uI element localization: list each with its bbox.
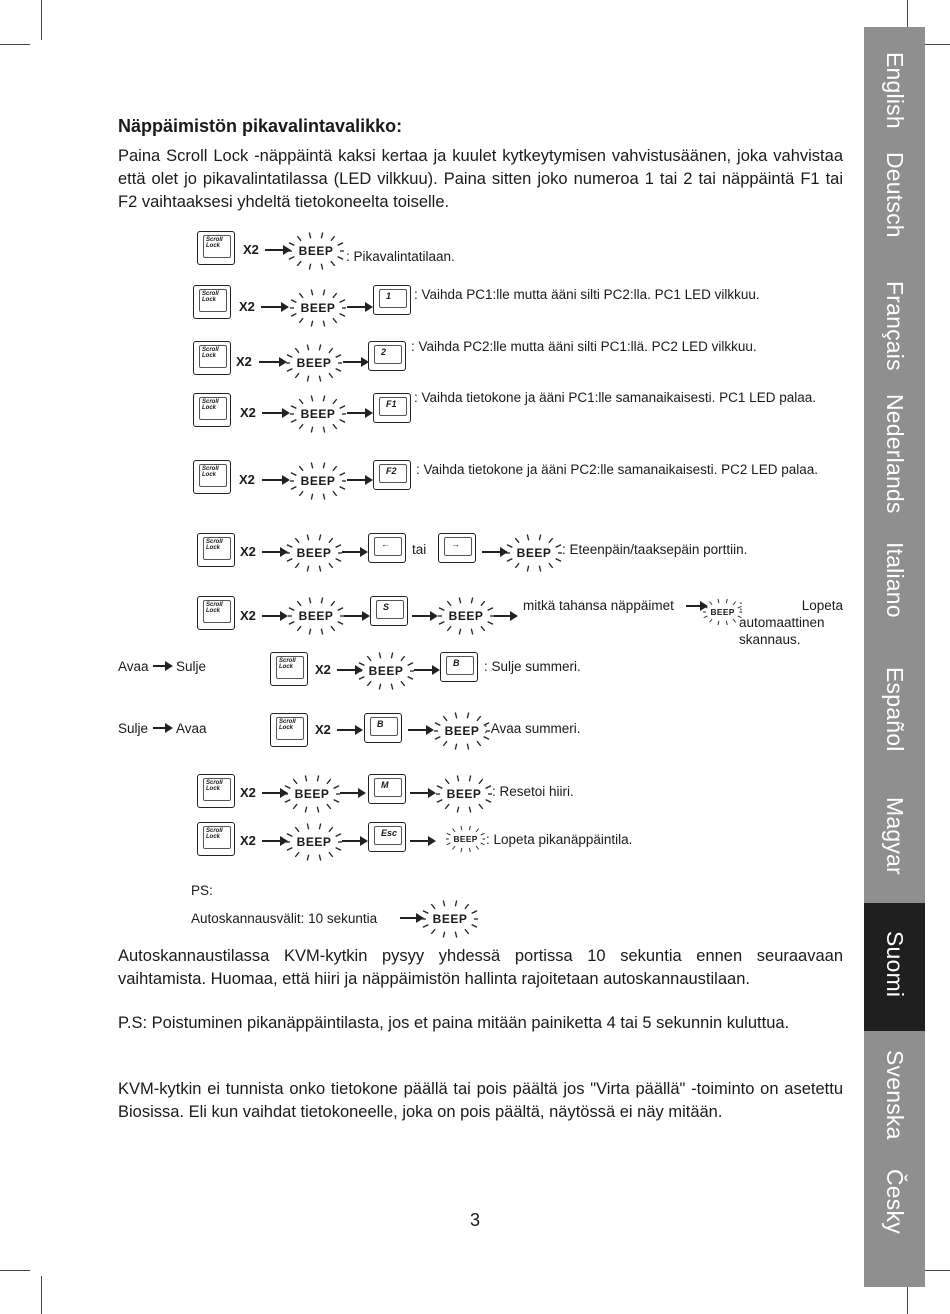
beep-ray (710, 602, 713, 605)
beep-ray (455, 744, 456, 750)
beep-ray (297, 236, 301, 241)
beep-ray (379, 684, 380, 690)
beep-ray (445, 804, 449, 809)
beep-ray (453, 829, 456, 832)
beep-ray (447, 626, 451, 631)
beep-ray (479, 779, 483, 784)
beep-ray (476, 846, 479, 849)
beep-ray (443, 900, 444, 906)
key-b: B (364, 713, 402, 743)
beep-ray (515, 538, 519, 543)
beep-ray (479, 804, 483, 809)
open-label: Avaa (176, 721, 207, 736)
beep-ray (333, 491, 337, 496)
scroll-lock-key: Scroll Lock (270, 652, 308, 686)
arrow-icon (347, 306, 371, 308)
beep-ray (305, 775, 306, 781)
key-f2: F2 (373, 460, 411, 490)
beep-ray (307, 823, 308, 829)
arrow-icon (340, 792, 364, 794)
open-label: Avaa (118, 659, 149, 674)
beep-ray (333, 293, 337, 298)
beep-icon: BEEP (358, 651, 414, 691)
beep-icon: BEEP (290, 288, 346, 328)
beep-icon: BEEP (288, 596, 344, 636)
beep-ray (333, 424, 337, 429)
beep-ray (471, 597, 472, 603)
arrow-icon (347, 479, 371, 481)
arrow-icon (153, 665, 171, 667)
key-b: B (440, 652, 478, 682)
beep-ray (455, 712, 456, 718)
x2-label: X2 (243, 242, 259, 257)
scroll-lock-key: Scroll Lock (193, 341, 231, 375)
crop-mark (0, 1270, 30, 1271)
beep-icon: BEEP (438, 596, 494, 636)
beep-icon: BEEP (286, 533, 342, 573)
beep-ray (319, 855, 320, 861)
beep-ray (329, 538, 333, 543)
arrow-icon (343, 361, 367, 363)
x2-label: X2 (239, 472, 255, 487)
arrow-icon (262, 412, 288, 414)
tab-english: English (882, 52, 908, 129)
beep-ray (307, 344, 308, 350)
arrow-icon (408, 729, 432, 731)
x2-label: X2 (240, 785, 256, 800)
beep-ray (481, 626, 485, 631)
beep-ray (317, 807, 318, 813)
beep-ray (718, 621, 719, 625)
beep-ray (329, 852, 333, 857)
beep-icon: BEEP (422, 899, 478, 939)
scroll-lock-key: Scroll Lock (193, 393, 231, 427)
beep-ray (323, 494, 324, 500)
beep-ray (319, 376, 320, 382)
beep-ray (295, 373, 299, 378)
scroll-lock-key: Scroll Lock (270, 713, 308, 747)
page-number: 3 (470, 1210, 481, 1230)
beep-ray (319, 823, 320, 829)
tab-italiano: Italiano (882, 542, 908, 618)
scroll-lock-key: Scroll Lock (197, 596, 235, 630)
beep-ray (319, 534, 320, 540)
x2-label: X2 (239, 299, 255, 314)
close-label: Sulje (176, 659, 207, 674)
scroll-lock-key: Scroll Lock (197, 231, 235, 265)
beep-ray (309, 232, 310, 238)
beep-ray (295, 563, 299, 568)
beep-ray (307, 534, 308, 540)
beep-ray (467, 712, 468, 718)
beep-ray (457, 775, 458, 781)
tab-nederlands: Nederlands (882, 394, 908, 514)
beep-ray (319, 566, 320, 572)
key-s: S (370, 596, 408, 626)
key-2: 2 (368, 341, 406, 371)
tab-francais: Français (882, 281, 908, 371)
beep-ray (527, 566, 528, 572)
beep-ray (311, 494, 312, 500)
beep-ray (333, 466, 337, 471)
beep-ray (321, 629, 322, 635)
x2-label: X2 (315, 662, 331, 677)
beep-ray (329, 373, 333, 378)
beep-ray (329, 827, 333, 832)
beep-ray (367, 681, 371, 686)
section-heading: Näppäimistön pikavalintavalikko: (118, 116, 403, 136)
bios-paragraph: KVM-kytkin ei tunnista onko tietokone päällä tai pois päältä jos "Virta päällä" -toiminto on asetettu Biosissa. Eli kun vaihdat tietokoneelle, joka on pois päältä, näytössä ei näy mitään. (118, 1080, 843, 1121)
arrow-icon (265, 249, 289, 251)
beep-icon: BEEP (446, 825, 485, 853)
tab-cesky: Česky (882, 1169, 908, 1234)
beep-ray (317, 775, 318, 781)
row-label: : Pikavalintatilaan. (346, 249, 455, 264)
beep-ray (321, 232, 322, 238)
beep-ray (323, 427, 324, 433)
beep-ray (323, 289, 324, 295)
key-right-arrow: → (438, 533, 476, 563)
beep-ray (459, 597, 460, 603)
beep-ray (309, 629, 310, 635)
row-label: : Vaihda PC1:lle mutta ääni silti PC2:lla. PC1 LED vilkkuu. (414, 287, 760, 302)
beep-icon: BEEP (288, 231, 344, 271)
key-m: M (368, 774, 406, 804)
beep-ray (476, 829, 479, 832)
beep-ray (295, 348, 299, 353)
intro-paragraph: Paina Scroll Lock -näppäintä kaksi kertaa ja kuulet kytkeytymisen vahvistusäänen, joka vahvistaa että olet jo pikavalintatilassa (LED vilkkuu). Paina sitten joko numeroa 1 tai 2 tai näppäintä F1 tai F2 vaihtaaksesi yhdeltä tietokoneelta toiselle. (118, 147, 843, 211)
beep-ray (311, 395, 312, 401)
x2-label: X2 (236, 354, 252, 369)
beep-ray (329, 563, 333, 568)
beep-ray (447, 601, 451, 606)
row-label: : Lopeta automaattinen skannaus. (739, 598, 843, 647)
beep-ray (293, 779, 297, 784)
beep-ray (299, 466, 303, 471)
crop-mark (907, 1284, 908, 1314)
key-esc: Esc (368, 822, 406, 852)
beep-ray (726, 599, 727, 603)
beep-ray (323, 462, 324, 468)
beep-ray (455, 900, 456, 906)
arrow-icon (410, 792, 434, 794)
beep-ray (453, 846, 456, 849)
beep-ray (311, 462, 312, 468)
beep-ray (329, 348, 333, 353)
beep-ray (461, 826, 462, 830)
arrow-icon (342, 840, 366, 842)
row-label: : Lopeta pikanäppäintila. (486, 832, 633, 847)
arrow-icon (344, 615, 368, 617)
beep-ray (733, 602, 736, 605)
beep-ray (469, 807, 470, 813)
ps-paragraph: P.S: Poistuminen pikanäppäintilasta, jos et paina mitään painiketta 4 tai 5 sekunnin kuluttua. (118, 1014, 790, 1032)
beep-ray (465, 904, 469, 909)
beep-ray (333, 399, 337, 404)
beep-icon: BEEP (290, 394, 346, 434)
arrow-icon (412, 615, 436, 617)
arrow-icon (262, 615, 286, 617)
beep-icon: BEEP (284, 774, 340, 814)
beep-ray (401, 656, 405, 661)
beep-ray (321, 264, 322, 270)
beep-ray (459, 629, 460, 635)
beep-ray (299, 399, 303, 404)
crop-mark (41, 1276, 42, 1314)
beep-ray (481, 601, 485, 606)
tab-magyar: Magyar (882, 797, 908, 875)
beep-ray (323, 321, 324, 327)
beep-ray (391, 652, 392, 658)
beep-icon: BEEP (436, 774, 492, 814)
beep-ray (391, 684, 392, 690)
tab-espanol: Español (882, 667, 908, 752)
beep-ray (323, 395, 324, 401)
beep-ray (431, 929, 435, 934)
crop-mark (41, 0, 42, 40)
key-left-arrow: ← (368, 533, 406, 563)
arrow-icon (337, 729, 361, 731)
beep-ray (307, 855, 308, 861)
beep-ray (471, 629, 472, 635)
beep-ray (515, 563, 519, 568)
any-keys-label: mitkä tahansa näppäimet (523, 598, 674, 613)
arrow-icon (494, 615, 516, 617)
beep-ray (311, 321, 312, 327)
beep-ray (309, 597, 310, 603)
crop-mark (0, 44, 30, 45)
beep-icon: BEEP (434, 711, 490, 751)
beep-ray (379, 652, 380, 658)
beep-ray (549, 563, 553, 568)
scroll-lock-key: Scroll Lock (197, 822, 235, 856)
beep-ray (309, 264, 310, 270)
x2-label: X2 (240, 833, 256, 848)
beep-ray (726, 621, 727, 625)
beep-ray (469, 826, 470, 830)
beep-icon: BEEP (286, 822, 342, 862)
arrow-icon (347, 412, 371, 414)
beep-ray (319, 344, 320, 350)
beep-ray (297, 601, 301, 606)
row-label: : Eteenpäin/taaksepäin porttiin. (562, 542, 748, 557)
close-label: Sulje (118, 721, 149, 736)
arrow-icon (400, 917, 422, 919)
beep-ray (718, 599, 719, 603)
beep-ray (461, 848, 462, 852)
beep-ray (331, 261, 335, 266)
beep-ray (297, 626, 301, 631)
beep-ray (307, 376, 308, 382)
arrow-icon (262, 479, 288, 481)
tab-suomi: Suomi (864, 903, 925, 1031)
scroll-lock-key: Scroll Lock (197, 774, 235, 808)
beep-ray (401, 681, 405, 686)
autoscan-paragraph: Autoskannaustilassa KVM-kytkin pysyy yhdessä portissa 10 sekuntia ennen seuraavaan vaihtamista. Huomaa, että hiiri ja näppäimistön hallinta rajoitetaan autoskannaustilaan. (118, 947, 843, 988)
beep-ray (443, 932, 444, 938)
key-1: 1 (373, 285, 411, 315)
beep-ray (293, 804, 297, 809)
beep-ray (443, 716, 447, 721)
beep-ray (710, 619, 713, 622)
row-label: : Avaa summeri. (484, 721, 581, 736)
row-label: : Sulje summeri. (484, 659, 581, 674)
tab-svenska: Svenska (882, 1050, 908, 1140)
beep-ray (321, 597, 322, 603)
beep-ray (457, 807, 458, 813)
arrow-icon (262, 792, 286, 794)
beep-ray (331, 601, 335, 606)
row-label: : Vaihda tietokone ja ääni PC1:lle samanaikaisesti. PC1 LED palaa. (414, 390, 816, 405)
autoscan-interval-label: Autoskannausvälit: 10 sekuntia (191, 911, 378, 926)
beep-ray (465, 929, 469, 934)
arrow-icon (414, 669, 438, 671)
row-label: : Resetoi hiiri. (492, 784, 574, 799)
x2-label: X2 (315, 722, 331, 737)
beep-ray (327, 779, 331, 784)
beep-ray (333, 318, 337, 323)
beep-ray (527, 534, 528, 540)
beep-ray (311, 289, 312, 295)
beep-ray (367, 656, 371, 661)
x2-label: X2 (240, 608, 256, 623)
arrow-icon (410, 840, 434, 842)
beep-ray (299, 424, 303, 429)
beep-ray (539, 534, 540, 540)
ps-label: PS: (191, 883, 213, 898)
row-label: : Vaihda tietokone ja ääni PC2:lle samanaikaisesti. PC2 LED palaa. (416, 462, 818, 477)
beep-ray (477, 741, 481, 746)
beep-ray (733, 619, 736, 622)
beep-ray (331, 236, 335, 241)
beep-ray (295, 538, 299, 543)
arrow-icon (482, 551, 506, 553)
beep-ray (311, 427, 312, 433)
arrow-icon (261, 306, 287, 308)
scroll-lock-key: Scroll Lock (193, 285, 231, 319)
tab-deutsch: Deutsch (882, 152, 908, 238)
x2-label: X2 (240, 544, 256, 559)
beep-ray (295, 827, 299, 832)
arrow-icon (262, 551, 286, 553)
row-label: : Vaihda PC2:lle mutta ääni silti PC1:llä. PC2 LED vilkkuu. (411, 339, 757, 354)
beep-ray (327, 804, 331, 809)
or-label: tai (412, 542, 427, 557)
crop-mark (907, 0, 908, 30)
arrow-icon (262, 840, 286, 842)
beep-ray (305, 807, 306, 813)
beep-ray (307, 566, 308, 572)
beep-ray (455, 932, 456, 938)
beep-icon: BEEP (286, 343, 342, 383)
beep-ray (299, 491, 303, 496)
scroll-lock-key: Scroll Lock (193, 460, 231, 494)
beep-ray (477, 716, 481, 721)
arrow-icon (342, 551, 366, 553)
beep-ray (299, 318, 303, 323)
beep-icon: BEEP (290, 461, 346, 501)
beep-ray (469, 848, 470, 852)
arrow-icon (259, 361, 285, 363)
key-f1: F1 (373, 393, 411, 423)
beep-ray (467, 744, 468, 750)
beep-ray (431, 904, 435, 909)
arrow-icon (153, 727, 171, 729)
beep-ray (445, 779, 449, 784)
beep-ray (539, 566, 540, 572)
beep-ray (443, 741, 447, 746)
x2-label: X2 (240, 405, 256, 420)
scroll-lock-key: Scroll Lock (197, 533, 235, 567)
beep-ray (297, 261, 301, 266)
language-tabs (864, 27, 925, 1287)
beep-ray (331, 626, 335, 631)
beep-icon: BEEP (506, 533, 562, 573)
beep-ray (469, 775, 470, 781)
beep-ray (299, 293, 303, 298)
beep-icon: BEEP (703, 598, 742, 626)
beep-ray (295, 852, 299, 857)
beep-ray (549, 538, 553, 543)
